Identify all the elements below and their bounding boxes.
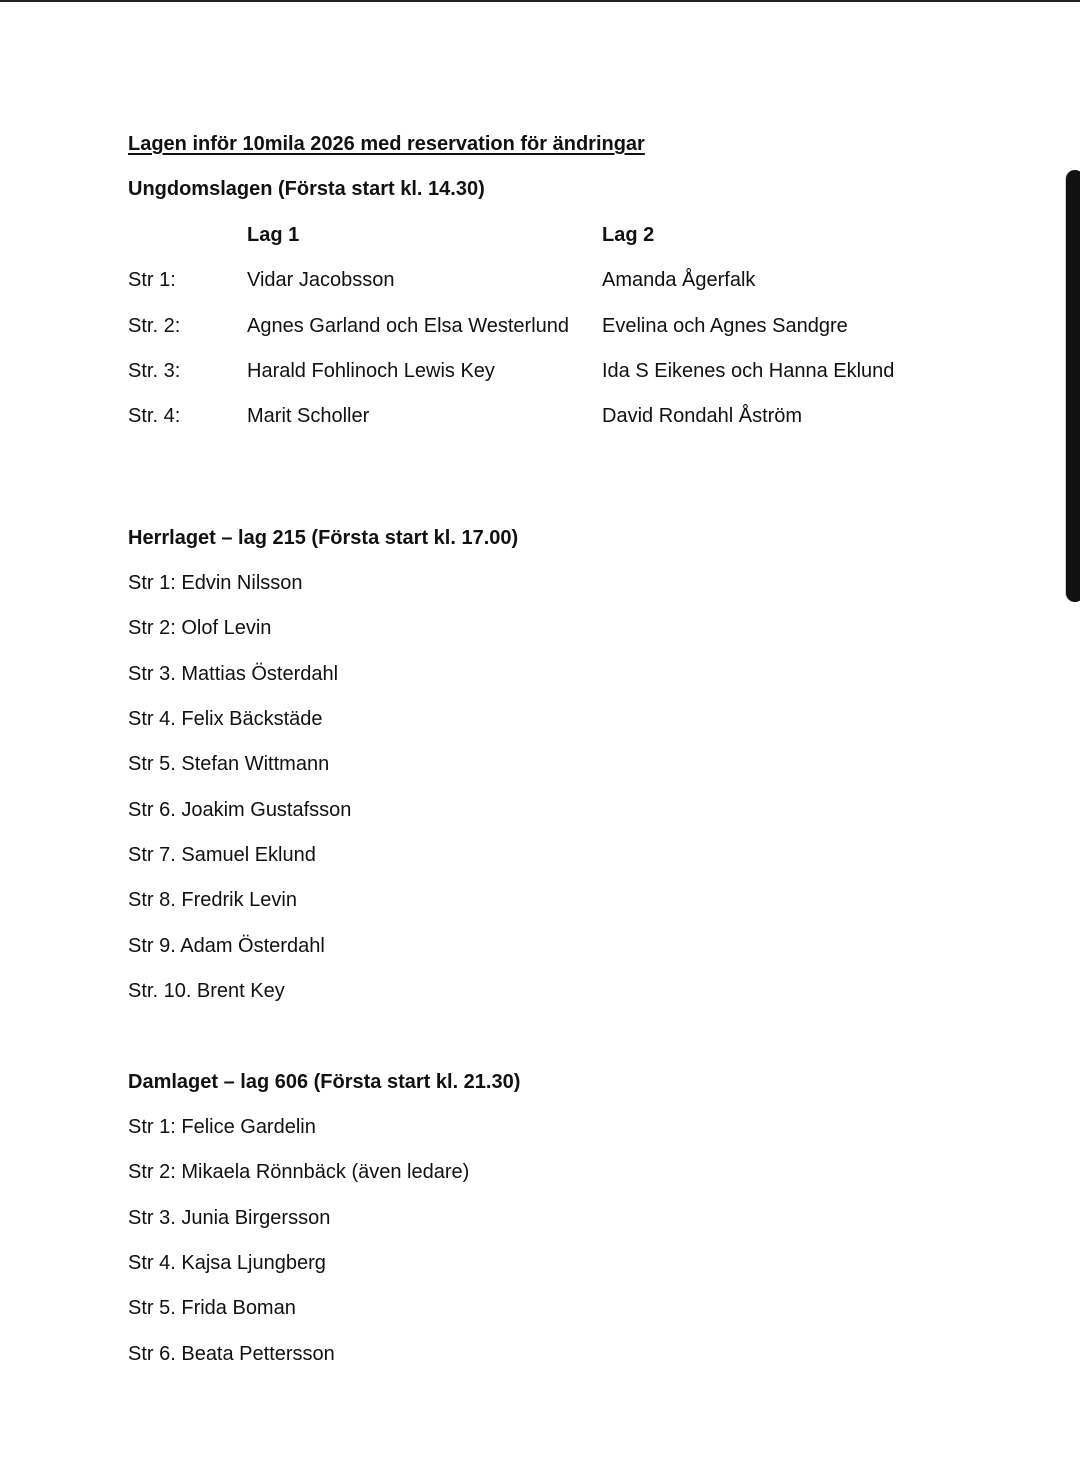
women-leg: Str 3. Junia Birgersson — [128, 1207, 331, 1229]
youth-leg-label: Str 1: — [128, 269, 176, 291]
youth-team1-runner: Vidar Jacobsson — [247, 269, 395, 291]
men-leg: Str 7. Samuel Eklund — [128, 844, 316, 866]
women-leg: Str 4. Kajsa Ljungberg — [128, 1252, 326, 1274]
youth-team2-runner: Ida S Eikenes och Hanna Eklund — [602, 360, 895, 382]
youth-team2-runner: David Rondahl Åström — [602, 405, 803, 427]
men-heading: Herrlaget – lag 215 (Första start kl. 17.00) — [128, 527, 519, 549]
document-title: Lagen inför 10mila 2026 med reservation för ändringar — [128, 133, 645, 155]
women-leg: Str 1: Felice Gardelin — [128, 1116, 316, 1138]
men-leg: Str 3. Mattias Österdahl — [128, 663, 339, 685]
youth-team1-runner: Agnes Garland och Elsa Westerlund — [247, 315, 570, 337]
top-border — [0, 0, 1080, 2]
scroll-indicator[interactable] — [1066, 170, 1080, 602]
youth-leg-label: Str. 3: — [128, 360, 181, 382]
youth-team2-runner: Evelina och Agnes Sandgre — [602, 315, 848, 337]
youth-team1-runner: Harald Fohlinoch Lewis Key — [247, 360, 495, 382]
youth-leg-label: Str. 4: — [128, 405, 181, 427]
women-leg: Str 5. Frida Boman — [128, 1297, 296, 1319]
women-heading: Damlaget – lag 606 (Första start kl. 21.30) — [128, 1071, 521, 1093]
men-leg: Str 2: Olof Levin — [128, 617, 272, 639]
men-leg: Str 5. Stefan Wittmann — [128, 753, 330, 775]
team2-label: Lag 2 — [602, 224, 655, 246]
men-leg: Str 1: Edvin Nilsson — [128, 572, 303, 594]
men-leg: Str 4. Felix Bäckstäde — [128, 708, 323, 730]
men-leg: Str. 10. Brent Key — [128, 980, 285, 1002]
men-leg: Str 9. Adam Österdahl — [128, 935, 325, 957]
youth-heading: Ungdomslagen (Första start kl. 14.30) — [128, 178, 485, 200]
team1-label: Lag 1 — [247, 224, 300, 246]
women-leg: Str 2: Mikaela Rönnbäck (även ledare) — [128, 1161, 470, 1183]
youth-team1-runner: Marit Scholler — [247, 405, 370, 427]
women-leg: Str 6. Beata Pettersson — [128, 1343, 335, 1365]
youth-leg-label: Str. 2: — [128, 315, 181, 337]
men-leg: Str 6. Joakim Gustafsson — [128, 799, 352, 821]
youth-team2-runner: Amanda Ågerfalk — [602, 269, 756, 291]
men-leg: Str 8. Fredrik Levin — [128, 889, 297, 911]
